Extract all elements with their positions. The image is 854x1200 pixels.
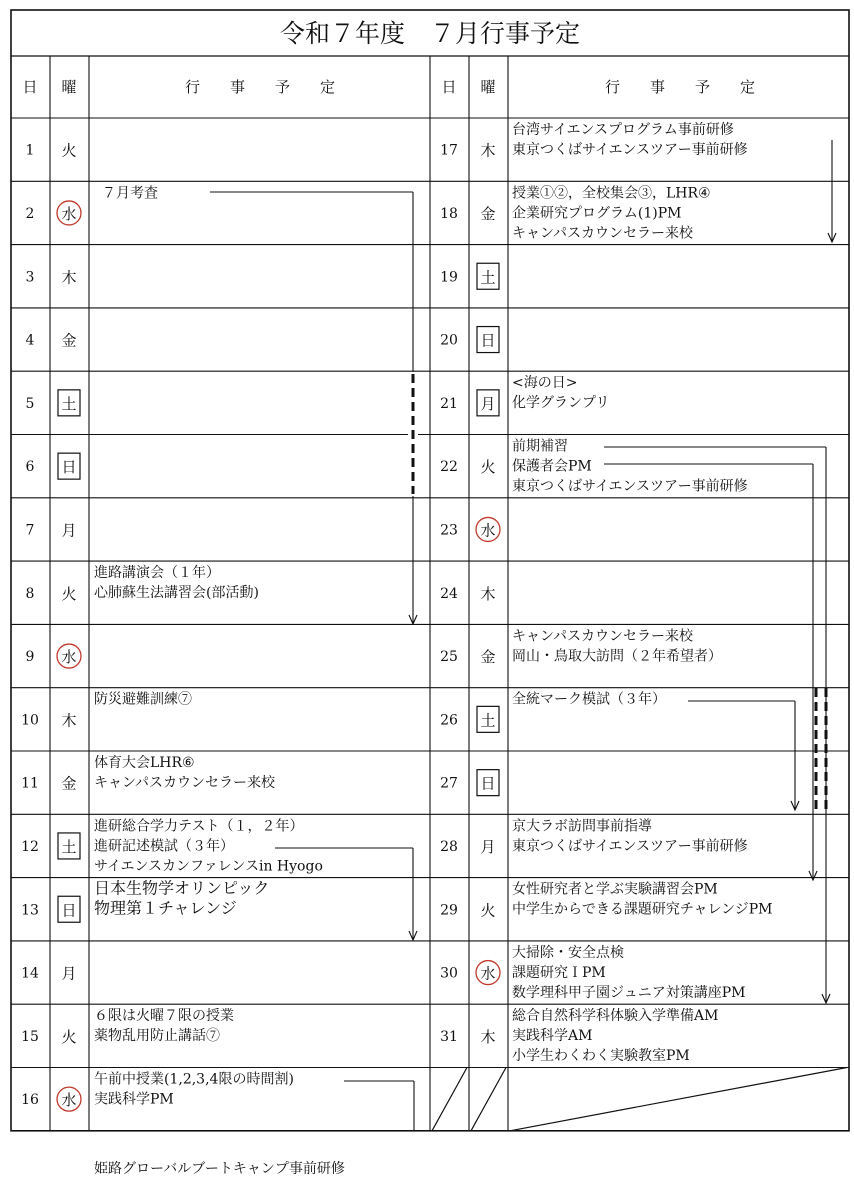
event-text: 東京つくばサイエンスツアー事前研修 <box>512 142 748 158</box>
weekday: 日 <box>480 774 496 793</box>
event-text: 物理第１チャレンジ <box>94 898 237 918</box>
day-number: 10 <box>21 712 39 729</box>
weekday: 水 <box>480 521 496 540</box>
weekday: 火 <box>61 141 77 160</box>
day-number: 17 <box>440 142 458 159</box>
event-text: 体育大会LHR⑥ <box>94 755 195 771</box>
event-text: <海の日> <box>512 375 578 392</box>
event-text: 岡山・鳥取大訪問（２年希望者） <box>512 648 722 665</box>
header-events-right: 行 事 予 定 <box>604 78 756 96</box>
day-number: 11 <box>21 775 39 792</box>
weekday: 火 <box>61 1027 77 1046</box>
event-text: 心肺蘇生法講習会(部活動) <box>94 585 259 602</box>
weekday: 土 <box>480 711 496 730</box>
header-weekday-right: 曜 <box>480 78 496 96</box>
weekday: 水 <box>480 964 496 983</box>
event-text: キャンパスカウンセラー来校 <box>512 225 694 242</box>
weekday: 月 <box>61 521 77 540</box>
event-text: 午前中授業(1,2,3,4限の時間割) <box>94 1071 294 1088</box>
duration-arrow <box>828 140 836 242</box>
event-text: 大掃除・安全点検 <box>512 944 624 961</box>
event-text: 中学生からできる課題研究チャレンジPM <box>512 901 773 918</box>
header-day-right: 日 <box>441 78 457 96</box>
day-number: 1 <box>25 142 35 159</box>
day-number: 21 <box>440 395 458 412</box>
event-text: 企業研究プログラム(1)PM <box>512 205 682 222</box>
event-text: 日本生物学オリンピック <box>94 878 270 898</box>
day-number: 7 <box>25 522 35 539</box>
day-number: 12 <box>21 838 39 855</box>
weekday: 木 <box>61 711 77 730</box>
weekday: 水 <box>61 1091 77 1110</box>
weekday: 水 <box>61 204 77 223</box>
weekday: 日 <box>480 331 496 350</box>
weekday: 木 <box>480 141 496 160</box>
event-text: 女性研究者と学ぶ実験講習会PM <box>512 881 718 898</box>
event-text: キャンパスカウンセラー来校 <box>512 628 694 645</box>
blank-slash <box>510 1068 847 1131</box>
event-text: 実践科学AM <box>512 1028 593 1045</box>
event-text: 数学理科甲子園ジュニア対策講座PM <box>512 984 746 1001</box>
event-text: 化学グランプリ <box>512 395 610 412</box>
event-text: 台湾サイエンスプログラム事前研修 <box>512 122 734 138</box>
event-text: 保護者会PM <box>512 458 592 475</box>
weekday: 金 <box>480 648 496 667</box>
weekday: 火 <box>480 901 496 920</box>
day-number: 4 <box>25 332 35 349</box>
day-number: 16 <box>21 1092 39 1109</box>
header-weekday-left: 曜 <box>61 78 77 96</box>
event-text: ７月考査 <box>102 185 158 202</box>
day-number: 3 <box>25 269 35 286</box>
footer-note: 姫路グローバルブートキャンプ事前研修 <box>94 1161 345 1177</box>
page-title: 令和７年度 ７月行事予定 <box>279 19 581 48</box>
day-number: 6 <box>25 459 35 476</box>
event-text: 京大ラボ訪問事前指導 <box>512 818 652 835</box>
weekday: 金 <box>480 204 496 223</box>
weekday: 金 <box>61 331 77 350</box>
day-number: 15 <box>21 1028 39 1045</box>
day-number: 13 <box>21 902 39 919</box>
weekday: 火 <box>61 584 77 603</box>
day-number: 25 <box>440 649 458 666</box>
event-text: 防災避難訓練⑦ <box>94 691 192 708</box>
day-number: 9 <box>25 649 35 666</box>
blank-slash <box>432 1068 467 1131</box>
weekday: 月 <box>480 394 496 413</box>
weekday: 金 <box>61 774 77 793</box>
day-number: 14 <box>21 965 39 982</box>
weekday: 月 <box>480 837 496 856</box>
day-number: 18 <box>440 205 458 222</box>
event-text: 課題研究ＩPM <box>512 964 606 981</box>
weekday: 水 <box>61 648 77 667</box>
day-number: 23 <box>440 522 458 539</box>
weekday: 日 <box>61 458 77 477</box>
event-text: 総合自然科学科体験入学準備AM <box>512 1008 719 1025</box>
weekday: 日 <box>61 901 77 920</box>
day-number: 30 <box>440 965 458 982</box>
event-text: 実践科学PM <box>94 1091 174 1108</box>
day-number: 26 <box>440 712 458 729</box>
header-events-left: 行 事 予 定 <box>184 78 336 96</box>
day-number: 5 <box>25 395 35 412</box>
event-text: ６限は火曜７限の授業 <box>94 1008 234 1025</box>
duration-arrow <box>688 701 799 810</box>
weekday: 土 <box>61 394 77 413</box>
event-text: 進研総合学力テスト（１，２年） <box>94 818 304 835</box>
day-number: 31 <box>440 1028 458 1045</box>
day-number: 28 <box>440 838 458 855</box>
duration-arrow <box>604 447 830 1003</box>
event-text: 進研記述模試（３年） <box>94 838 234 855</box>
day-number: 19 <box>440 269 458 286</box>
weekday: 火 <box>480 458 496 477</box>
weekday: 木 <box>480 584 496 603</box>
event-text: キャンパスカウンセラー来校 <box>94 775 276 791</box>
event-text: 小学生わくわく実験教室PM <box>512 1048 690 1065</box>
day-number: 22 <box>440 459 458 476</box>
day-number: 27 <box>440 775 458 792</box>
event-text: 薬物乱用防止講話⑦ <box>94 1028 220 1045</box>
day-number: 2 <box>25 205 35 222</box>
weekday: 土 <box>61 837 77 856</box>
event-text: 東京つくばサイエンスツアー事前研修 <box>512 478 748 495</box>
blank-slash <box>471 1068 506 1131</box>
weekday: 月 <box>61 964 77 983</box>
event-text: 授業①②，全校集会③，LHR④ <box>512 185 711 202</box>
weekday: 土 <box>480 268 496 287</box>
weekday: 木 <box>61 268 77 287</box>
day-number: 20 <box>440 332 458 349</box>
day-number: 8 <box>25 585 35 602</box>
event-text: 全統マーク模試（３年） <box>512 691 666 708</box>
header-day-left: 日 <box>22 78 38 96</box>
event-text: 東京つくばサイエンスツアー事前研修 <box>512 838 748 855</box>
event-text: 前期補習 <box>512 438 568 455</box>
event-text: 進路講演会（１年） <box>94 565 220 582</box>
weekday: 木 <box>480 1027 496 1046</box>
duration-arrow <box>210 192 417 624</box>
day-number: 24 <box>440 585 458 602</box>
day-number: 29 <box>440 902 458 919</box>
event-text: サイエンスカンファレンスin Hyogo <box>94 858 323 875</box>
